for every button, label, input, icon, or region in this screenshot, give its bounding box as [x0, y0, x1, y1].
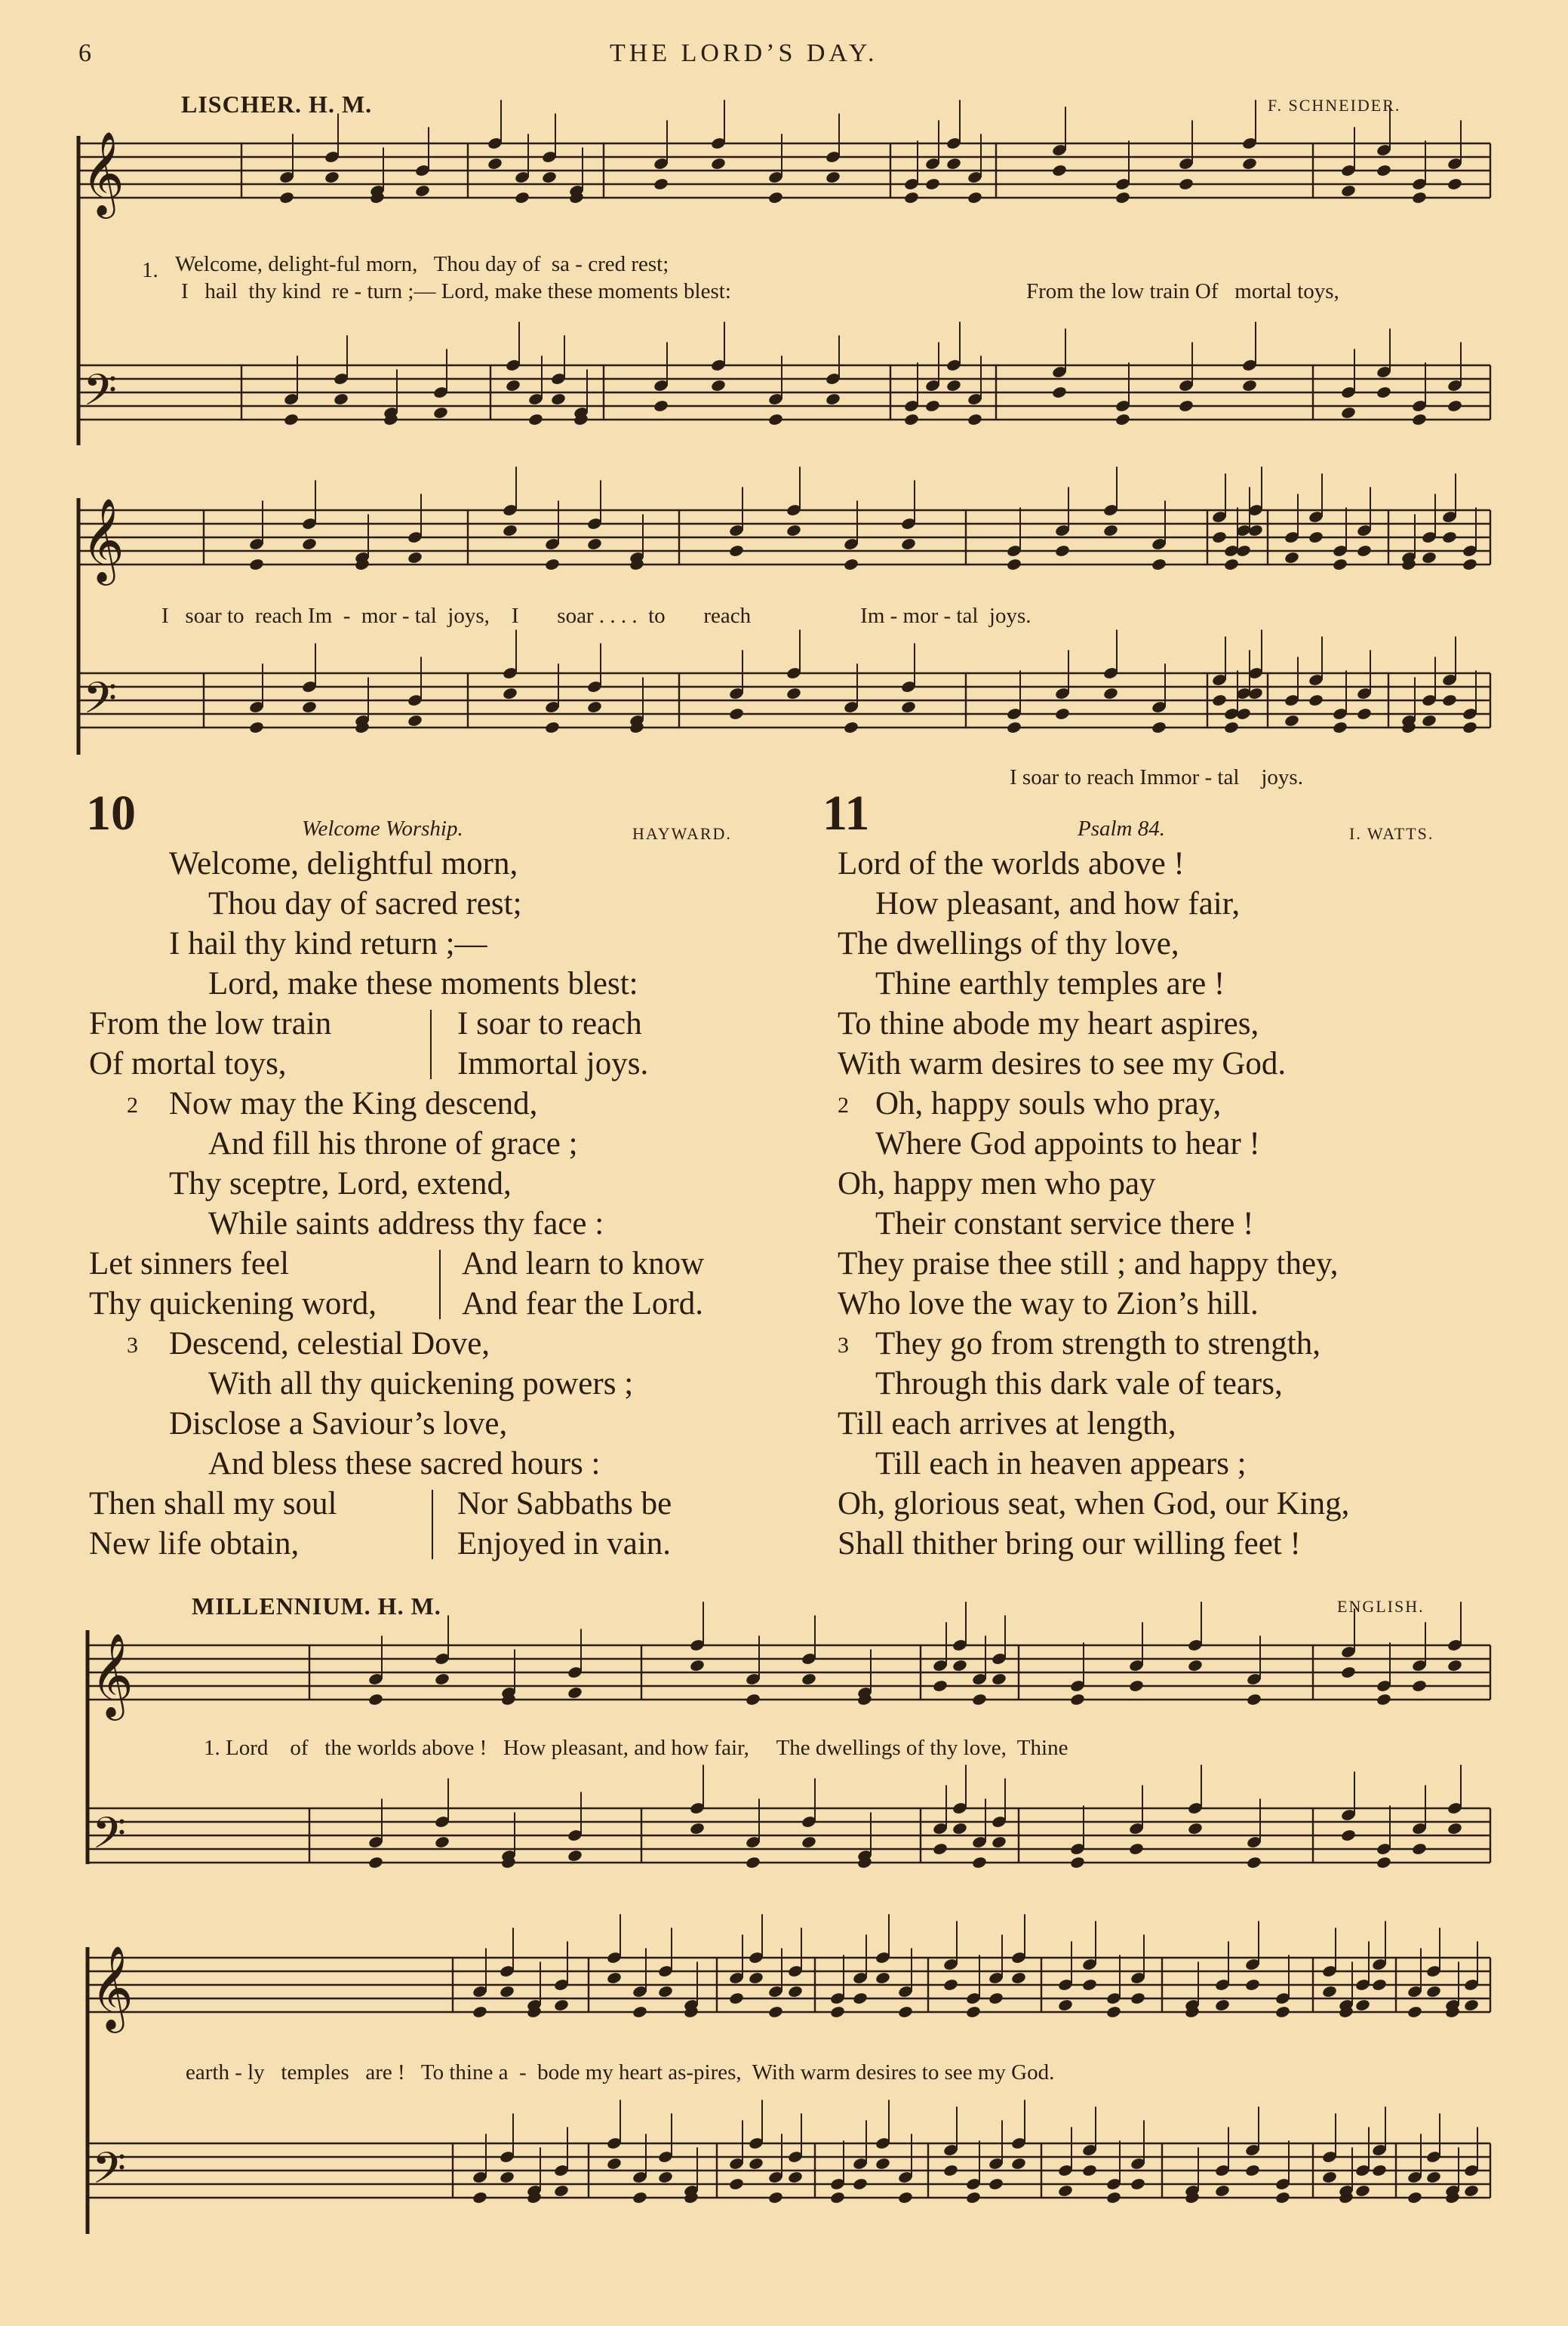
- svg-text:𝄞: 𝄞: [81, 497, 125, 582]
- hymn11-text: Lord of the worlds above ! How pleasant, and how fair, The dwellings of thy love, Thine earthly temples are ! To thine abode my heart aspires, With warm desires to see my God. 2 Oh, happy souls who pray, Where God appoints to hear ! Oh, happy men who pay Their constant service there ! They praise thee still ; and happy they, Who love the way to Zion’s hill. 3 They go from strength to strength, Through this dark vale of tears, Till each arrives at length, Till each in heaven appears ; Oh, glorious seat, when God, our King, Shall thither bring our willing feet !: [838, 846, 1350, 1561]
- hymn10-subtitle: Welcome Worship.: [302, 817, 463, 841]
- millennium-lyrics-sys2: earth - ly temples are ! To thine a - bode my heart as-pires, With warm desires to see my God.: [186, 2060, 1055, 2084]
- lischer-bass-1: [78, 322, 1490, 426]
- hymn-number-10: 10: [86, 786, 136, 841]
- hymn11-author: I. WATTS.: [1349, 824, 1434, 843]
- svg-text:𝄢: 𝄢: [92, 1808, 127, 1869]
- svg-text:𝄢: 𝄢: [92, 2143, 127, 2204]
- tune-name-lischer: LISCHER. H. M.: [181, 91, 373, 118]
- hymn11-subtitle: Psalm 84.: [1078, 817, 1165, 841]
- svg-text:𝄢: 𝄢: [83, 365, 118, 426]
- millennium-lyrics-sys1: 1. Lord of the worlds above ! How pleasant, and how fair, The dwellings of thy love, Thine: [204, 1736, 1068, 1760]
- hymn-number-11: 11: [822, 786, 870, 841]
- composer-english: ENGLISH.: [1337, 1597, 1425, 1616]
- millennium-bass-1: [88, 1764, 1490, 1869]
- tune-name-millennium: MILLENNIUM. H. M.: [192, 1592, 441, 1620]
- lischer-lyrics-bass: I soar to reach Immor - tal joys.: [1010, 765, 1303, 789]
- verse-number: 1.: [142, 258, 158, 282]
- lischer-lyrics-line2: I hail thy kind re - turn ;— Lord, make these moments blest:: [181, 279, 731, 303]
- svg-text:𝄢: 𝄢: [83, 672, 118, 734]
- svg-text:𝄞: 𝄞: [81, 131, 125, 215]
- lischer-treble-1: [78, 100, 1490, 205]
- lischer-lyrics-sys2: I soar to reach Im - mor - tal joys, I soar . . . . to reach Im - mor - tal joys.: [161, 604, 1031, 628]
- svg-text:𝄞: 𝄞: [91, 1632, 134, 1717]
- millennium-treble-2: [88, 1914, 1490, 2019]
- composer-schneider: F. SCHNEIDER.: [1268, 96, 1401, 115]
- hymn10-author: HAYWARD.: [632, 824, 732, 843]
- hymn10-text: Welcome, delightful morn, Thou day of sacred rest; I hail thy kind return ;— Lord, make these moments blest: From the low train Of mortal toys, I soar to reach Immortal joys. 2 Now may the King descend, And fill his throne of grace ; Thy sceptre, Lord, extend, While saints address thy face : Let sinners feel Thy quickening word, And learn to know And fear the Lord. 3 Descend, celestial Dove, With all thy quickening powers ; Disclose a Saviour’s love, And bless these sacred hours : Then shall my soul New life obtain, Nor Sabbaths be Enjoyed in vain.: [89, 846, 705, 1561]
- running-title: THE LORD’S DAY.: [610, 39, 878, 67]
- millennium-bass-2: [88, 2100, 1490, 2204]
- lischer-bass-2: [78, 629, 1490, 734]
- lischer-lyrics-line3: From the low train Of mortal toys,: [1026, 279, 1339, 303]
- lischer-lyrics-line1: Welcome, delight-ful morn, Thou day of sa - cred rest;: [175, 252, 669, 276]
- lischer-treble-2: [78, 466, 1490, 571]
- page-number: 6: [78, 39, 95, 67]
- svg-text:𝄞: 𝄞: [91, 1945, 134, 2029]
